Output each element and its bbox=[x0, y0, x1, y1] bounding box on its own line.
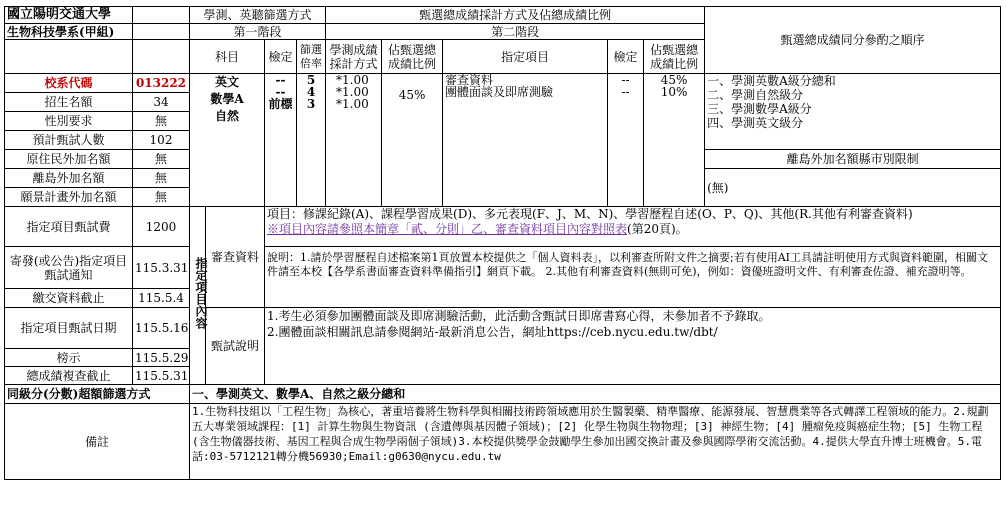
col-ratio: 篩選倍率 bbox=[297, 40, 326, 74]
island-limit-value: (無) bbox=[705, 169, 1001, 207]
item-checks bbox=[608, 74, 644, 207]
exam-note: 1.考生必須參加團體面談及即席測驗活動，此活動含甄試日即席書寫心得，未參加者不予錄取。 bbox=[267, 309, 771, 323]
gender-label: 性別要求 bbox=[5, 112, 133, 131]
method-value: *1.00 bbox=[336, 85, 369, 99]
review-link-tail: (第20頁)。 bbox=[627, 222, 688, 236]
check-value: -- bbox=[275, 85, 286, 99]
submit-label: 繳交資料截止 bbox=[5, 289, 133, 308]
notice-value: 115.3.31 bbox=[133, 247, 190, 289]
priority-list bbox=[705, 74, 1001, 150]
item-name: 團體面談及即席測驗 bbox=[445, 85, 554, 99]
date-value: 115.5.16 bbox=[133, 308, 190, 349]
review-items-cell bbox=[265, 207, 1001, 247]
method-pct: 45% bbox=[382, 74, 443, 207]
review-deadline-value: 115.5.31 bbox=[133, 367, 190, 385]
priority-item: 一、學測英數A級分總和 bbox=[707, 74, 836, 88]
second-stage-label: 第二階段 bbox=[326, 24, 705, 40]
check-value: -- bbox=[275, 73, 286, 87]
subject: 自然 bbox=[214, 109, 239, 123]
review-note: 說明：1.請於學習歷程自述檔案第1頁放置本校提供之「個人資料表」，以利審查所附文件之摘要;若有使用AI工具請註明使用方式與資料範圍，相關文件請至本校【各學系書面審查資料準備指引】網頁下載。 2.其他有利審查資料(無則可免)，例如：資優班證明文件、有利審查佐證、補充證明等。 bbox=[265, 247, 1001, 308]
list-value: 115.5.29 bbox=[133, 349, 190, 367]
item-pct: 10% bbox=[660, 85, 688, 99]
interview-value: 102 bbox=[133, 131, 190, 150]
department-name: 生物科技學系(甲組) bbox=[5, 24, 133, 40]
indigenous-label: 原住民外加名額 bbox=[5, 150, 133, 169]
col-pct: 佔甄選總成績比例 bbox=[382, 40, 443, 74]
item-pct: 45% bbox=[660, 73, 688, 87]
review-label: 審查資料 bbox=[206, 207, 265, 308]
subject: 英文 bbox=[214, 75, 239, 89]
wish-label: 願景計畫外加名額 bbox=[5, 188, 133, 207]
item-check: -- bbox=[621, 73, 630, 87]
submit-value: 115.5.4 bbox=[133, 289, 190, 308]
tiebreak-value: 一、學測英文、數學A、自然之級分總和 bbox=[190, 385, 1001, 404]
second-stage-items bbox=[443, 74, 608, 207]
fee-value: 1200 bbox=[133, 207, 190, 247]
school-name: 國立陽明交通大學 bbox=[5, 7, 133, 24]
col-pct2: 佔甄選總成績比例 bbox=[644, 40, 705, 74]
item-check: -- bbox=[621, 85, 630, 99]
exam-note: 2.團體面談相關訊息請參閱網站-最新消息公告，網址https://ceb.nycu.edu.tw/dbt/ bbox=[267, 325, 718, 339]
list-label: 榜示 bbox=[5, 349, 133, 367]
col-check: 檢定 bbox=[265, 40, 297, 74]
notice-label: 寄發(或公告)指定項目甄試通知 bbox=[5, 247, 133, 289]
content-label bbox=[190, 207, 206, 385]
admission-table bbox=[4, 6, 1001, 480]
first-stage-ratios bbox=[297, 74, 326, 207]
second-stage-title: 甄選總成績採計方式及佔總成績比例 bbox=[326, 7, 705, 24]
col-item: 指定項目 bbox=[443, 40, 608, 74]
code-label: 校系代碼 bbox=[5, 74, 133, 93]
col-method: 學測成績採計方式 bbox=[326, 40, 382, 74]
interview-label: 預計甄試人數 bbox=[5, 131, 133, 150]
review-items: 項目：修課紀錄(A)、課程學習成果(D)、多元表現(F、J、M、N)、學習歷程自述(O、P、Q)、其他(R.其他有利審查資料) bbox=[267, 207, 913, 221]
priority-title: 甄選總成績同分參酌之順序 bbox=[705, 7, 1001, 74]
first-stage-label: 第一階段 bbox=[190, 24, 326, 40]
wish-value: 無 bbox=[133, 188, 190, 207]
subject: 數學A bbox=[210, 92, 244, 106]
first-stage-title: 學測、英聽篩選方式 bbox=[190, 7, 326, 24]
remarks-value: 1.生物科技組以「工程生物」為核心，著重培養將生物科學與相關技術跨領域應用於生醫製藥、精準醫療、能源發展、智慧農業等各式轉譯工程領域的能力。2.規劃五大專業領域課程：[1] 計算生物與生物資訊 (含遺傳與基因體子領域)；[2] 化學生物與生物物理；[3] 神經生物；[4] 腫瘤免疫與癌症生物；[5] 生物工程 (含生物儀器技術、基因工程與合成生物學兩個子領域)3.本校提供獎學金鼓勵學生參加出國交換計畫及參與國際學術交流活動。4.提供大學直升博士班機會。5.電話:03-5712121轉分機56930;Email:g0630@nycu.edu.tw bbox=[190, 404, 1001, 480]
exam-notes bbox=[265, 308, 1001, 385]
method-value: *1.00 bbox=[336, 97, 369, 111]
priority-item: 四、學測英文級分 bbox=[707, 116, 804, 130]
gender-value: 無 bbox=[133, 112, 190, 131]
quota-label: 招生名額 bbox=[5, 93, 133, 112]
quota-value: 34 bbox=[133, 93, 190, 112]
content-label-text: 指定項目內容 bbox=[194, 257, 208, 329]
review-link[interactable]: ※項目內容請參照本簡章「貳、分則」乙、審查資料項目內容對照表 bbox=[267, 222, 628, 236]
island-value: 無 bbox=[133, 169, 190, 188]
first-stage-subjects bbox=[190, 74, 265, 207]
island-label: 離島外加名額 bbox=[5, 169, 133, 188]
ratio-value: 3 bbox=[306, 97, 316, 111]
remarks-label: 備註 bbox=[5, 404, 190, 480]
island-limit-title: 離島外加名額縣市別限制 bbox=[705, 150, 1001, 169]
fee-label: 指定項目甄試費 bbox=[5, 207, 133, 247]
priority-item: 二、學測自然級分 bbox=[707, 88, 804, 102]
priority-item: 三、學測數學A級分 bbox=[707, 102, 812, 116]
indigenous-value: 無 bbox=[133, 150, 190, 169]
tiebreak-label: 同級分(分數)超額篩選方式 bbox=[5, 385, 190, 404]
item-name: 審查資料 bbox=[445, 73, 494, 87]
item-pcts bbox=[644, 74, 705, 207]
review-deadline-label: 總成績複查截止 bbox=[5, 367, 133, 385]
ratio-value: 4 bbox=[306, 85, 316, 99]
col-subject: 科目 bbox=[190, 40, 265, 74]
method-value: *1.00 bbox=[336, 73, 369, 87]
code-value: 013222 bbox=[133, 74, 190, 93]
ratio-value: 5 bbox=[306, 73, 316, 87]
col-check2: 檢定 bbox=[608, 40, 644, 74]
date-label: 指定項目甄試日期 bbox=[5, 308, 133, 349]
exam-label: 甄試說明 bbox=[206, 308, 265, 385]
first-stage-checks bbox=[265, 74, 297, 207]
check-value: 前標 bbox=[268, 97, 293, 111]
second-stage-methods bbox=[326, 74, 382, 207]
